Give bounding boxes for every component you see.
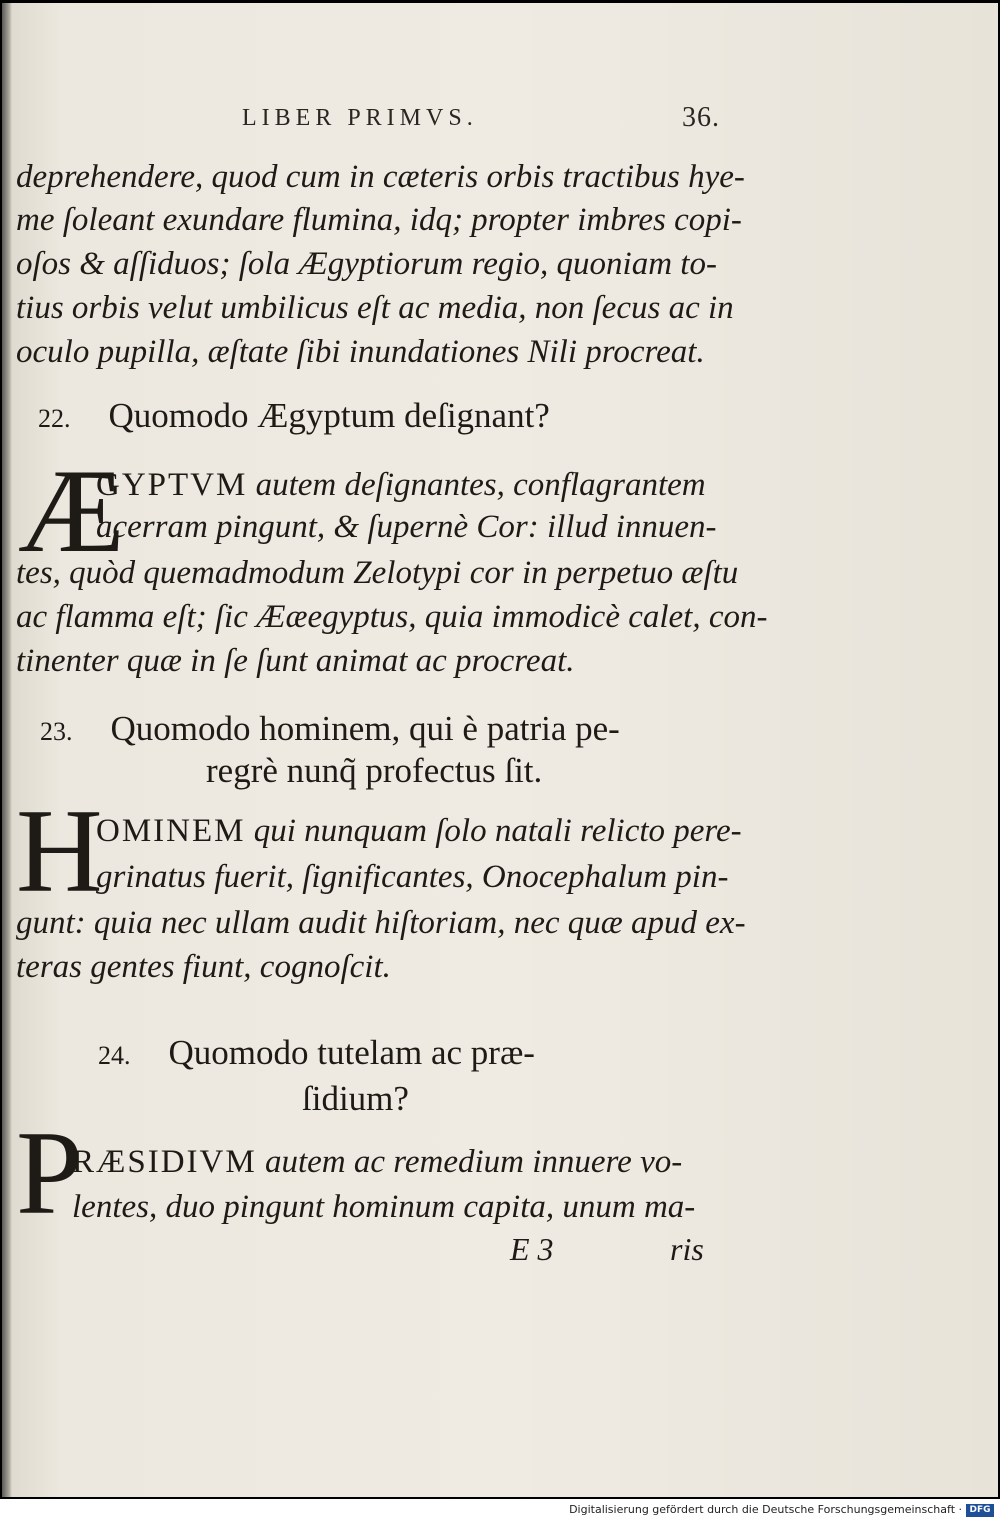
dropcap-letter: H: [16, 784, 103, 917]
intro-line: oculo pupilla, æſtate ſibi inundationes Nili procreat.: [16, 334, 705, 370]
first-line-rest: autem deſignantes, conflagrantem: [255, 467, 706, 503]
dropcap-letter: P: [16, 1106, 83, 1239]
intro-line: tius orbis velut umbilicus eſt ac media, non ſecus ac in: [16, 290, 734, 326]
section-line: gunt: quia nec ullam audit hiſtoriam, nec quæ apud ex-: [16, 905, 746, 941]
section-heading-24: [98, 1033, 535, 1073]
digitization-footer: [0, 1499, 1000, 1523]
first-line-rest: autem ac remedium innuere vo-: [264, 1144, 683, 1180]
section-line: tes, quòd quemadmodum Zelotypi cor in perpetuo æſtu: [16, 555, 739, 591]
section-line: [96, 461, 706, 509]
section-line: teras gentes fiunt, cognoſcit.: [16, 949, 391, 985]
section-number: 24.: [98, 1041, 131, 1070]
section-line: ac flamma eſt; ſic Ææegyptus, quia immodicè calet, con-: [16, 599, 768, 635]
dfg-logo: DFG: [966, 1504, 994, 1517]
section-line: [96, 807, 742, 855]
section-line: acerram pingunt, & ſupernè Cor: illud innuen-: [96, 509, 717, 545]
section-heading-23: [40, 709, 620, 749]
intro-line: deprehendere, quod cum in cæteris orbis tractibus hye-: [16, 159, 745, 195]
heading-line: Quomodo tutelam ac præ-: [168, 1033, 535, 1072]
section-line: lentes, duo pingunt hominum capita, unum ma-: [72, 1189, 696, 1225]
signature-mark: E 3: [510, 1231, 554, 1267]
heading-line: Quomodo Ægyptum deſignant?: [108, 396, 550, 435]
intro-line: oſos & aſſiduos; ſola Ægyptiorum regio, quoniam to-: [16, 246, 717, 282]
dropcap-letter: Æ: [18, 444, 125, 577]
first-word: GYPTVM: [96, 467, 248, 503]
first-word: OMINEM: [96, 813, 246, 849]
first-line-rest: qui nunquam ſolo natali relicto pere-: [253, 813, 742, 849]
section-line: [72, 1138, 682, 1186]
section-line: grinatus fuerit, ſignificantes, Onocephalum pin-: [96, 859, 729, 895]
section-heading-22: [38, 396, 550, 436]
heading-line-2: ſidium?: [302, 1079, 409, 1118]
funding-credit: Digitalisierung gefördert durch die Deutsche Forschungsgemeinschaft ·: [569, 1503, 962, 1516]
section-line: tinenter quæ in ſe ſunt animat ac procreat.: [16, 643, 575, 679]
heading-line: Quomodo hominem, qui è patria pe-: [110, 709, 620, 748]
section-number: 23.: [40, 717, 73, 746]
running-title: LIBER PRIMVS.: [242, 105, 478, 131]
book-page: [2, 3, 998, 1497]
first-word: RÆSIDIVM: [72, 1144, 257, 1180]
section-number: 22.: [38, 404, 71, 433]
page-number: 36.: [682, 102, 720, 133]
catchword: ris: [670, 1231, 704, 1267]
intro-line: me ſoleant exundare flumina, idq; propter imbres copi-: [16, 202, 742, 238]
heading-line-2: regrè nunq̃ profectus ſit.: [206, 751, 543, 790]
book-spine-shadow: [2, 3, 12, 1497]
